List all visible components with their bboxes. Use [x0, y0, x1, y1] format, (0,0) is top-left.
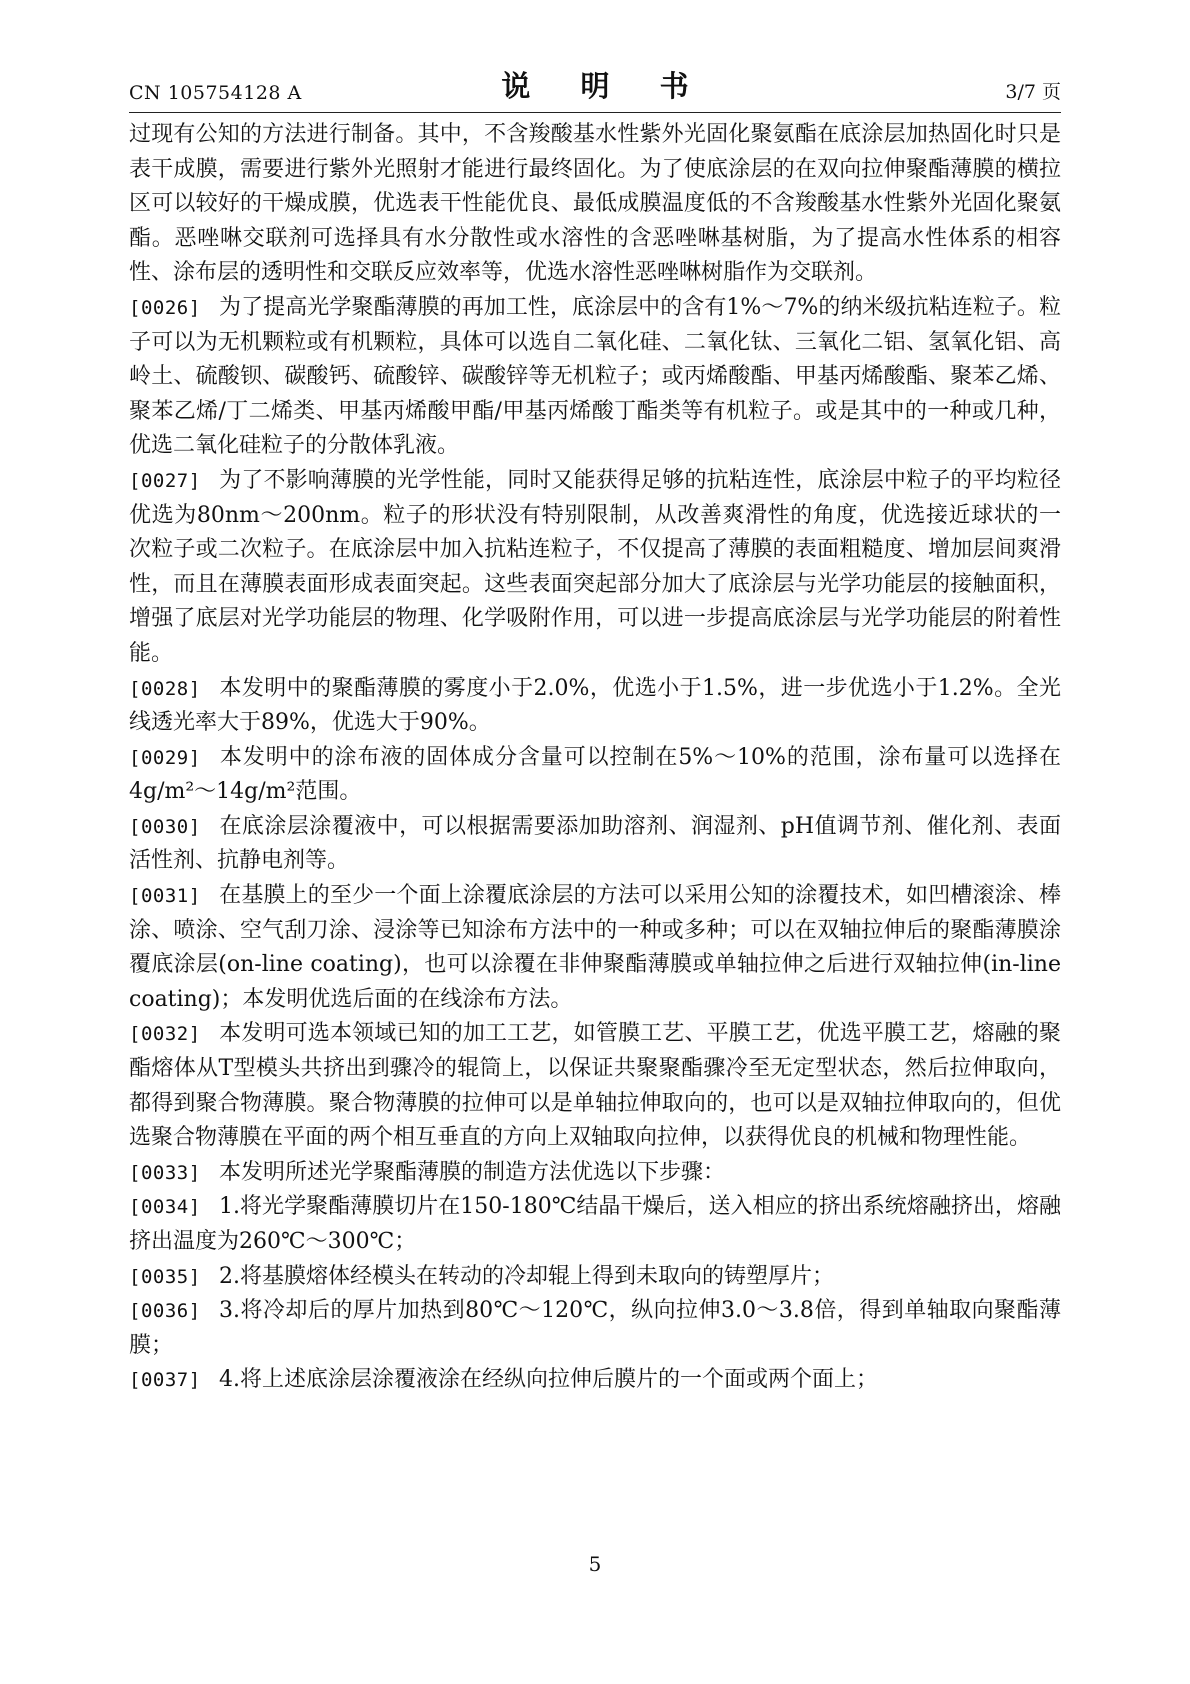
document-title: 说 明 书 — [501, 69, 709, 103]
paragraph-text: 3.将冷却后的厚片加热到80℃～120℃，纵向拉伸3.0～3.8倍，得到单轴取向聚酯薄膜； — [129, 1298, 1061, 1358]
paragraph-number: [0036] — [129, 1300, 201, 1323]
paragraph-text: 2.将基膜熔体经模头在转动的冷却辊上得到未取向的铸塑厚片； — [219, 1263, 834, 1289]
paragraph — [129, 1156, 1061, 1191]
paragraph-text: 过现有公知的方法进行制备。其中，不含羧酸基水性紫外光固化聚氨酯在底涂层加热固化时只是表干成膜，需要进行紫外光照射才能进行最终固化。为了使底涂层的在双向拉伸聚酯薄膜的横拉区可以较好的干燥成膜，优选表干性能优良、最低成膜温度低的不含羧酸基水性紫外光固化聚氨酯。恶唑啉交联剂可选择具有水分散性或水溶性的含恶唑啉基树脂，为了提高水性体系的相容性、涂布层的透明性和交联反应效率等，优选水溶性恶唑啉树脂作为交联剂。 — [129, 122, 1061, 286]
paragraph-text: 为了不影响薄膜的光学性能，同时又能获得足够的抗粘连性，底涂层中粒子的平均粒径优选为80nm～200nm。粒子的形状没有特别限制，从改善爽滑性的角度，优选接近球状的一次粒子或二次粒子。在底涂层中加入抗粘连粒子，不仅提高了薄膜的表面粗糙度、增加层间爽滑性，而且在薄膜表面形成表面突起。这些表面突起部分加大了底涂层与光学功能层的接触面积，增强了底层对光学功能层的物理、化学吸附作用，可以进一步提高底涂层与光学功能层的附着性能。 — [129, 467, 1061, 666]
paragraph-text: 本发明中的聚酯薄膜的雾度小于2.0%，优选小于1.5%，进一步优选小于1.2%。全光线透光率大于89%，优选大于90%。 — [129, 675, 1061, 736]
paragraph-number: [0030] — [129, 815, 201, 838]
page-number: 5 — [588, 1552, 602, 1576]
paragraph-text: 为了提高光学聚酯薄膜的再加工性，底涂层中的含有1%～7%的纳米级抗粘连粒子。粒子可以为无机颗粒或有机颗粒，具体可以选自二氧化硅、二氧化钛、三氧化二铝、氢氧化铝、高岭土、硫酸钡、碳酸钙、硫酸锌、碳酸锌等无机粒子；或丙烯酸酯、甲基丙烯酸酯、聚苯乙烯、聚苯乙烯/丁二烯类、甲基丙烯酸甲酯/甲基丙烯酸丁酯类等有机粒子。或是其中的一种或几种，优选二氧化硅粒子的分散体乳液。 — [129, 294, 1061, 459]
paragraph-text: 在基膜上的至少一个面上涂覆底涂层的方法可以采用公知的涂覆技术，如凹槽滚涂、棒涂、喷涂、空气刮刀涂、浸涂等已知涂布方法中的一种或多种；可以在双轴拉伸后的聚酯薄膜涂覆底涂层(on-line coating)，也可以涂覆在非伸聚酯薄膜或单轴拉伸之后进行双轴拉伸(in-line coating)；本发明优选后面的在线涂布方法。 — [129, 883, 1061, 1012]
paragraph — [129, 879, 1061, 1017]
paragraph-text: 在底涂层涂覆液中，可以根据需要添加助溶剂、润湿剂、pH值调节剂、催化剂、表面活性剂、抗静电剂等。 — [129, 813, 1061, 874]
document-body — [129, 118, 1061, 1398]
paragraph-number: [0037] — [129, 1369, 201, 1392]
paragraph-number: [0031] — [129, 885, 201, 908]
paragraph-number: [0029] — [129, 746, 201, 769]
paragraph-text: 4.将上述底涂层涂覆液涂在经纵向拉伸后膜片的一个面或两个面上； — [219, 1367, 878, 1393]
paragraph-number: [0034] — [129, 1196, 201, 1219]
page-info: 3/7 页 — [1005, 81, 1061, 103]
paragraph-continued — [129, 118, 1061, 291]
paragraph — [129, 1363, 1061, 1398]
paragraph — [129, 1294, 1061, 1363]
paragraph-number: [0033] — [129, 1161, 201, 1184]
paragraph-number: [0035] — [129, 1265, 201, 1288]
paragraph-text: 本发明可选本领域已知的加工工艺，如管膜工艺、平膜工艺，优选平膜工艺，熔融的聚酯熔体从T型模头共挤出到骤冷的辊筒上，以保证共聚聚酯骤冷至无定型状态，然后拉伸取向，都得到聚合物薄膜。聚合物薄膜的拉伸可以是单轴拉伸取向的，也可以是双轴拉伸取向的，但优选聚合物薄膜在平面的两个相互垂直的方向上双轴取向拉伸，以获得优良的机械和物理性能。 — [129, 1021, 1061, 1151]
paragraph — [129, 464, 1061, 672]
patent-number: CN 105754128 A — [129, 82, 302, 104]
header-rule — [129, 112, 1061, 113]
paragraph — [129, 1260, 1061, 1295]
paragraph — [129, 741, 1061, 810]
paragraph-number: [0027] — [129, 469, 201, 492]
paragraph-number: [0028] — [129, 677, 201, 700]
paragraph-number: [0026] — [129, 296, 201, 319]
paragraph — [129, 810, 1061, 879]
paragraph-number: [0032] — [129, 1023, 201, 1046]
paragraph — [129, 1190, 1061, 1259]
page-header — [129, 64, 1061, 110]
paragraph — [129, 672, 1061, 741]
paragraph — [129, 1017, 1061, 1155]
paragraph-text: 本发明所述光学聚酯薄膜的制造方法优选以下步骤： — [219, 1159, 726, 1185]
paragraph-text: 1.将光学聚酯薄膜切片在150-180℃结晶干燥后，送入相应的挤出系统熔融挤出，熔融挤出温度为260℃～300℃； — [129, 1194, 1061, 1254]
paragraph-text: 本发明中的涂布液的固体成分含量可以控制在5%～10%的范围，涂布量可以选择在4g/m²～14g/m²范围。 — [129, 744, 1061, 805]
paragraph — [129, 291, 1061, 464]
